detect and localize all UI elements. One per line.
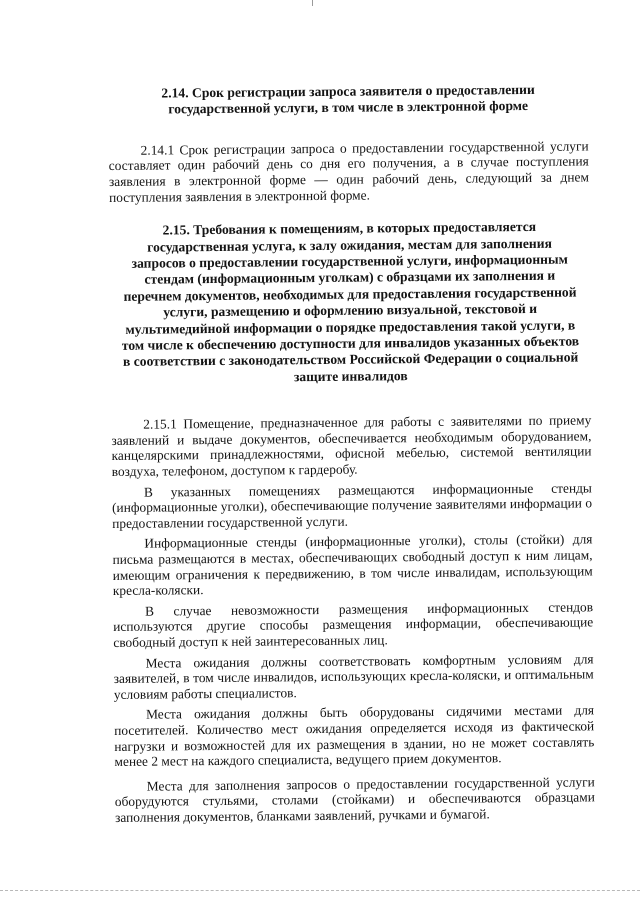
paragraph-alternative-info: В случае невозможности размещения информационных стендов используются другие способы размещения информации, обеспечивающие свободный доступ к ней заинтересованных лиц. bbox=[113, 599, 594, 650]
paragraph-2-14-1: 2.14.1 Срок регистрации запроса о предоставлении государственной услуги составляет один рабочий день со дня его получения, а в случае поступления заявления в электронной форме — один рабочий день, следующий за днем поступления заявления в электронной форме. bbox=[108, 138, 589, 205]
paragraph-waiting-seats: Места ожидания должны быть оборудованы сидячими местами для посетителей. Количество мест ожидания определяется исходя из фактической нагрузки и возможностей для их размещения в здании, но не может составлять менее 2 мест на каждого специалиста, ведущего прием документов. bbox=[114, 702, 595, 770]
document-body bbox=[108, 81, 595, 825]
paragraph-info-stands: В указанных помещениях размещаются информационные стенды (информационные уголки), обеспечивающие получение заявителями информации о предоставлении государственной услуги. bbox=[111, 479, 593, 531]
section-2-14-heading: 2.14. Срок регистрации запроса заявителя о предоставлении государственной услуги, в том числе в электронной форме bbox=[161, 81, 535, 117]
paragraph-stands-placement: Информационные стенды (информационные уголки), столы (стойки) для письма размещаются в местах, обеспечивающих свободный доступ к ним лицам, имеющим ограничения к передвижению, в том числе инвалидам, использующим кресла-коляски. bbox=[112, 531, 593, 599]
section-2-15-heading: 2.15. Требования к помещениям, в которых предоставляется государственная услуга, к залу ожидания, местам для заполнения запросов о предоставлении государственной услуги, информационным стендам (информационным уголкам) с образцами их заполнения и перечнем документов, необходимых для предоставления государственной услуги, размещению и оформлению визуальной, текстовой и мультимедийной информации о порядке предоставления такой услуги, в том числе к обеспечению доступности для инвалидов указанных объектов в соответствии с законодательством Российской Федерации о социальной защите инвалидов bbox=[121, 219, 580, 385]
scan-edge-line bbox=[0, 890, 640, 891]
paragraph-waiting-areas: Места ожидания должны соответствовать комфортным условиям для заявителей, в том числе инвалидов, использующих кресла-коляски, и оптимальным условиям работы специалистов. bbox=[113, 650, 594, 702]
scan-mark bbox=[312, 0, 321, 6]
paragraph-filling-places: Места для заполнения запросов о предоставлении государственной услуги оборудуются стульями, столами (стойками) и обеспечиваются образцами заполнения документов, бланками заявлений, ручками и бумагой. bbox=[114, 774, 595, 825]
paragraph-2-15-1: 2.15.1 Помещение, предназначенное для работы с заявителями по приему заявлений и выдаче документов, обеспечивается необходимым оборудованием, канцелярскими принадлежностями, офисной мебелью, системой вентиляции воздуха, телефоном, доступом к гардеробу. bbox=[111, 412, 592, 480]
